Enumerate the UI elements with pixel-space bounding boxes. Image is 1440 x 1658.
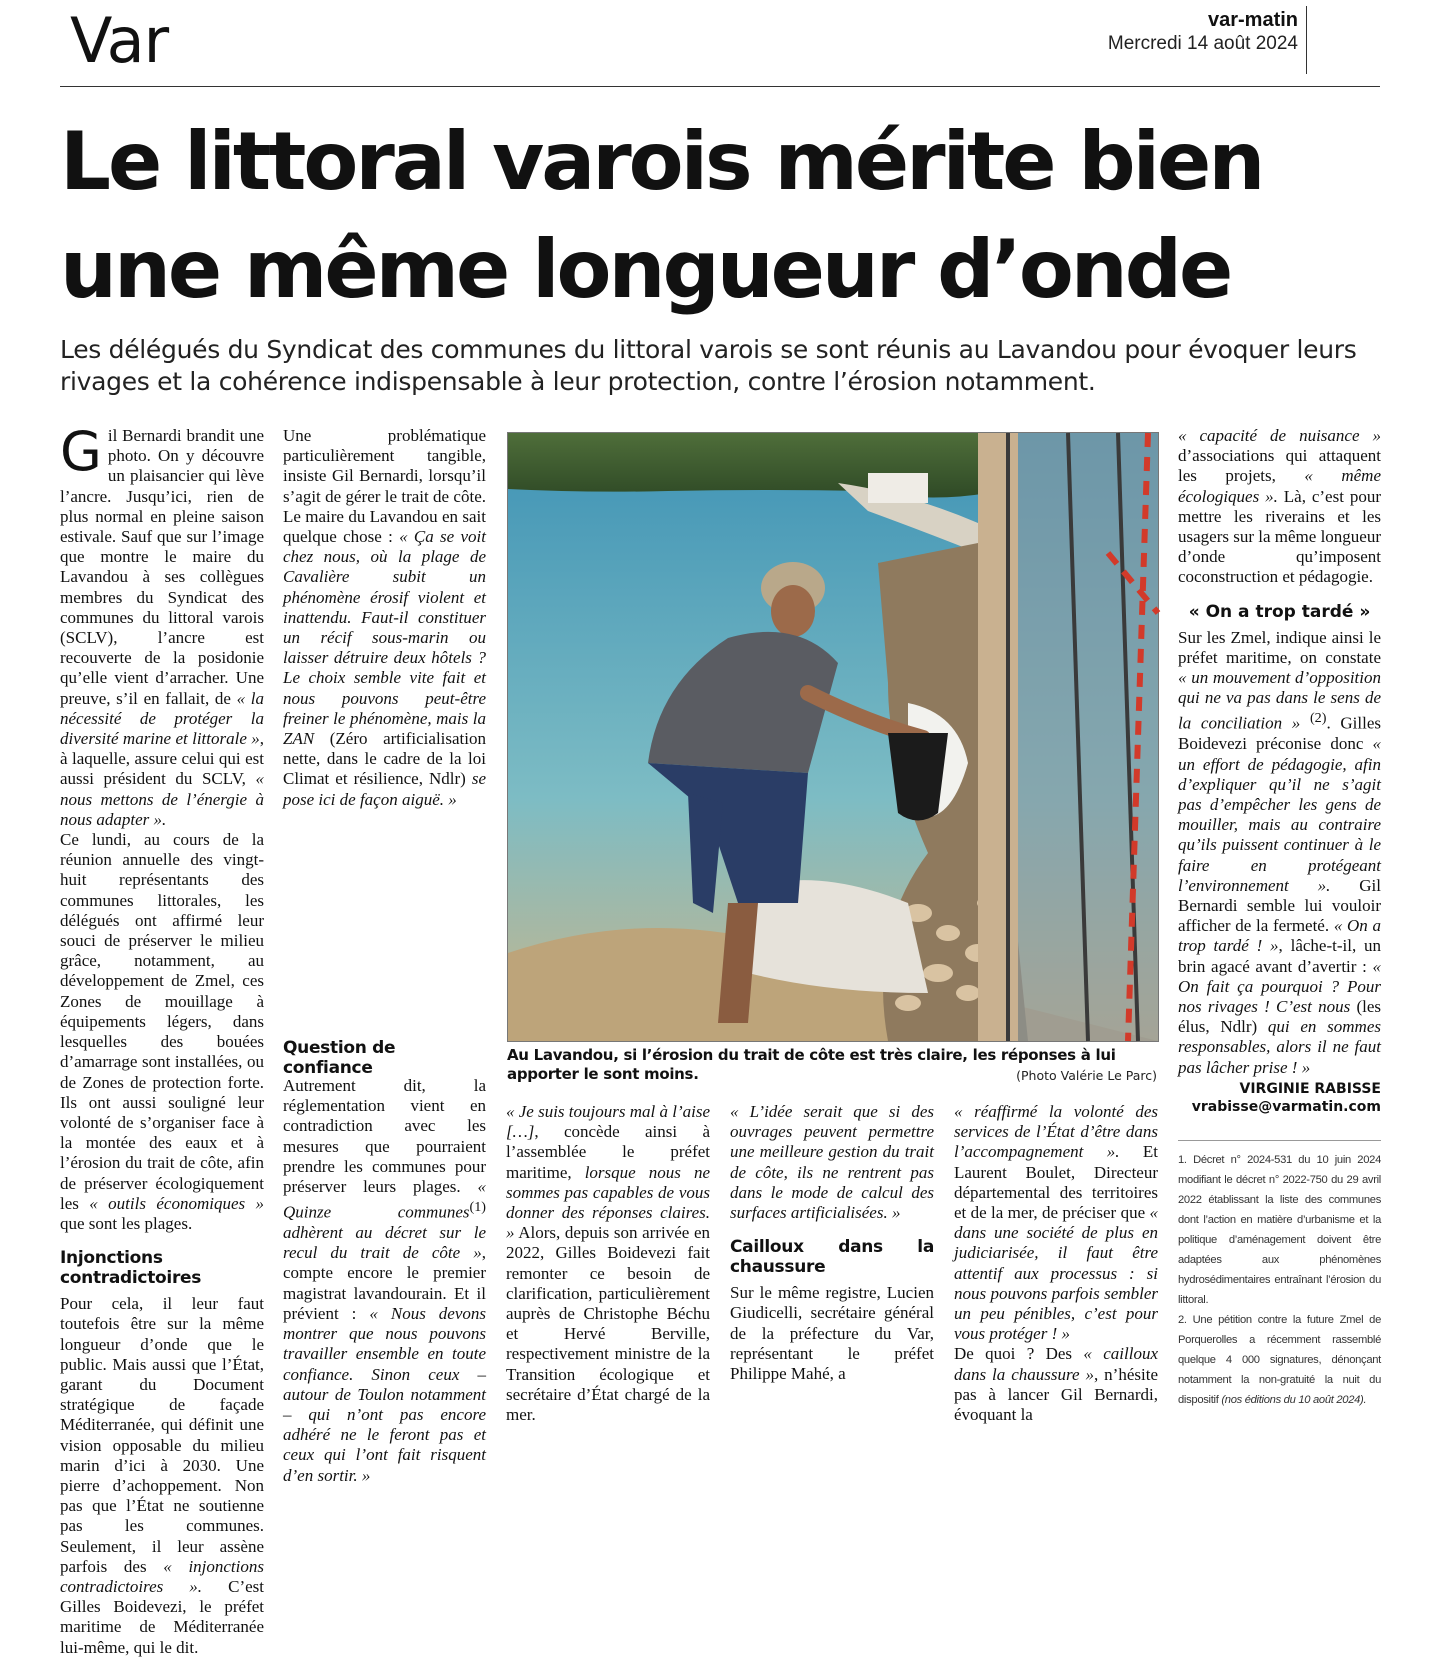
masthead: [1108, 8, 1298, 56]
article-column-4: « L’idée serait que si des ouvrages peuvent permettre une meilleure gestion du trait de côte, ils ne rentrent pas dans le mode de calcul des surfaces artificialisées. » Cailloux dans la chaussure Sur le même registre, Lucien Giudicelli, secrétaire général de la préfecture du Var, représentant le préfet Philippe Mahé, a: [730, 1102, 934, 1384]
photo-caption: Au Lavandou, si l’érosion du trait de côte est très claire, les réponses à lui apporter le sont moins.: [507, 1046, 1116, 1083]
notes-divider: [1178, 1140, 1381, 1141]
article-column-3: « Je suis toujours mal à l’aise […], concède ainsi à l’assemblée le préfet maritime, lorsque nous ne sommes pas capables de vous donner des réponses claires. » Alors, depuis son arrivée en 2022, Gilles Boidevezi fait remonter ce besoin de clarification, particulièrement auprès de Christophe Béchu et Hervé Berville, respectivement ministre de la Transition écologique et secrétaire d’État chargé de la mer.: [506, 1102, 710, 1425]
newspaper-brand: var-matin: [1207, 9, 1298, 31]
beach-erosion-photo: [508, 433, 1158, 1041]
subheading-cailloux: Cailloux dans la chaussure: [730, 1237, 934, 1278]
author-name: VIRGINIE RABISSE: [1239, 1080, 1381, 1097]
author-email: vrabisse@varmatin.com: [1191, 1098, 1381, 1115]
subheading-confiance: Question de confiance: [283, 1038, 396, 1078]
subheading-injonctions: Injonctions contradictoires: [60, 1248, 202, 1289]
article-column-2-bottom: Autrement dit, la réglementation vient en contradiction avec les mesures que pourraient prendre les communes pour préserver leurs plages. « Quinze communes$^{(1)}$ adhèrent au décret sur le recul du trait de côte », compte encore le premier magistrat lavandourain. Et il prévient : « Nous devons montrer que nous pouvons travailler ensemble en toute confiance. Sinon ceux – autour de Toulon notamment – qui n’ont pas encore adhéré ne le feront pas et ceux qui l’ont fait risquent d’en sortir. »: [283, 1076, 487, 1485]
standfirst: Les délégués du Syndicat des communes du littoral varois se sont réunis au Lavandou pour évoquer leurs rivages et la cohérence indispensable à leur protection, contre l’érosion notamment.: [60, 335, 1357, 396]
photo-credit: (Photo Valérie Le Parc): [1016, 1068, 1157, 1083]
footnote-2: 2. Une pétition contre la future Zmel de Porquerolles a récemment rassemblé quelque 4 000 signatures, dénonçant notamment la non-gratuité la nuit du dispositif (nos éditions du 10 août 2024).: [1178, 1314, 1381, 1406]
footnote-1: 1. Décret n° 2024-531 du 10 juin 2024 modifiant le décret n° 2022-750 du 29 avril 2022 établissant la liste des communes dont l’action en matière d’urbanisme et la politique d’aménagement doivent être adaptées aux phénomènes hydrosédimentaires entraînant l’érosion du littoral.: [1178, 1154, 1381, 1306]
footnotes: [1178, 1150, 1381, 1416]
header-vertical-rule: [1306, 6, 1307, 74]
header-rule: [60, 86, 1380, 87]
article-column-6: « capacité de nuisance » d’associations qui attaquent les projets, « même écologiques ». Là, c’est pour mettre les riverains et les usagers sur la même longueur d’onde qu’imposent coconstruction et pédagogie. « On a trop tardé » Sur les Zmel, indique ainsi le préfet maritime, on constate « un mouvement d’opposition qui ne va pas dans le sens de la conciliation » $^{(2)}$. Gilles Boidevezi préconise donc « un effort de pédagogie, afin d’expliquer qu’il ne s’agit pas d’empêcher les gens de mouiller, mais au contraire qu’ils puissent continuer à le faire en protégeant l’environnement ». Gil Bernardi semble lui vouloir afficher de la fermeté. « On a trop tardé ! », lâche-t-il, un brin agacé avant d’avertir : « On fait ça pourquoi ? Pour nos rivages ! C’est nous (les élus, Ndlr) qui en sommes responsables, alors il ne faut pas lâcher prise ! » VIRGINIE RABISSE vrabisse@varmatin.com: [1178, 426, 1382, 1115]
article-column-2: Une problématique particulièrement tangible, insiste Gil Bernardi, lorsqu’il s’agit de gérer le trait de côte. Le maire du Lavandou en sait quelque chose : « Ça se voit chez nous, où la plage de Cavalière subit un phénomène érosif violent et inattendu. Faut-il constituer un récif sous-marin ou laisser détruire deux hôtels ? Le choix semble vite fait et nous pouvons peut-être freiner le phénomène, mais la ZAN (Zéro artificialisation nette, dans le cadre de la loi Climat et résilience, Ndlr) se pose ici de façon aiguë. »: [283, 426, 487, 809]
issue-date: Mercredi 14 août 2024: [1107, 33, 1298, 54]
headline: Le littoral varois mérite bien une même longueur d’onde: [60, 115, 1263, 316]
drop-cap: G: [60, 420, 102, 483]
article-column-1: Gil Bernardi brandit une photo. On y découvre un plaisancier qui lève l’ancre. Jusqu’ici, rien de plus normal en pleine saison estivale. Sauf que sur l’image que montre le maire du Lavandou à ses collègues membres du Syndicat des communes du littoral varois (SCLV), l’ancre est recouverte de la posidonie qu’elle vient d’arracher. Une preuve, s’il en fallait, de « la nécessité de protéger la diversité marine et littorale », à laquelle, assure celui qui est aussi président du SCLV, « nous mettons de l’énergie à nous adapter ». Ce lundi, au cours de la réunion annuelle des vingt-huit représentants des communes littorales, les délégués ont affirmé leur souci de préserver le milieu grâce, notamment, au développement de Zmel, ces Zones de mouillage à équipements légers, dans lesquelles des bouées d’amarrage sont installées, ou de Zones de protection forte. Ils ont aussi souligné leur volonté de s’organiser face à la montée des eaux et à l’érosion du trait de côte, afin de préserver écologiquement les « outils économiques » que sont les plages. Injonctions contradictoires Pour cela, il leur faut toutefois être sur la même longueur d’onde que le public. Mais aussi que l’État, garant du Document stratégique de façade Méditerranée, qui définit une vision opposable du milieu marin d’ici à 2030. Une pierre d’achoppement. Non pas que l’État ne soutienne pas les communes. Seulement, il leur assène parfois des « injonctions contradictoires ». C’est Gilles Boidevezi, le préfet maritime de Méditerranée lui-même, qui le dit.: [60, 420, 265, 1657]
article-photo: [507, 432, 1159, 1042]
subheading-trop-tarde: « On a trop tardé »: [1188, 601, 1371, 622]
section-title: Var: [70, 4, 169, 77]
article-column-5: « réaffirmé la volonté des services de l’État d’être dans l’accompagnement ». Et Laurent Boulet, Directeur départemental des territoires et de la mer, de préciser que « dans une société de plus en judiciarisée, il faut être attentif aux processus : si nous pouvons parfois sembler un peu pénibles, c’est pour vous protéger ! » De quoi ? Des « cailloux dans la chaussure », n’hésite pas à lancer Gil Bernardi, évoquant la: [954, 1102, 1159, 1425]
